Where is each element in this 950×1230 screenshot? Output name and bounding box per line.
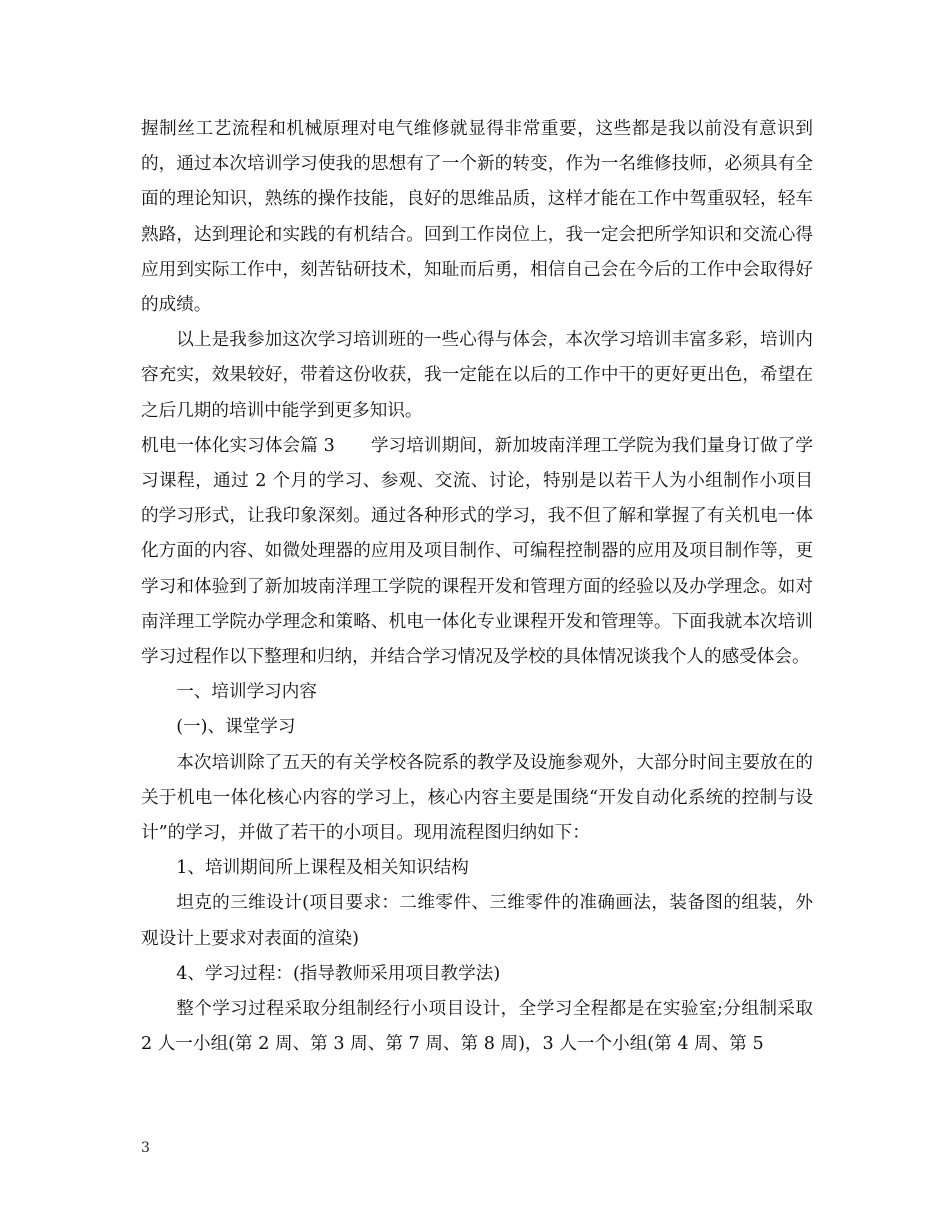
section-title: 机电一体化实习体会篇 3 <box>141 435 335 456</box>
paragraph-summary: 以上是我参加这次学习培训班的一些心得与体会，本次学习培训丰富多彩，培训内容充实，效果较好，带着这份收获，我一定能在以后的工作中干的更好更出色，希望在之后几期的培训中能学到更多知识。 <box>141 330 813 421</box>
section-3-body: 学习培训期间，新加坡南洋理工学院为我们量身订做了学习课程，通过 2 个月的学习、参观、交流、讨论，特别是以若干人为小组制作小项目的学习形式，让我印象深刻。通过各种形式的学习，我不但了解和掌握了有关机电一体化方面的内容、如微处理器的应用及项目制作、可编程控制器的应用及项目制作等，更学习和体验到了新加坡南洋理工学院的课程开发和管理方面的经验以及办学理念。如对南洋理工学院办学理念和策略、机电一体化专业课程开发和管理等。下面我就本次培训学习过程作以下整理和归纳，并结合学习情况及学校的具体情况谈我个人的感受体会。 <box>141 435 813 668</box>
page-number: 3 <box>141 1140 150 1156</box>
heading-training-content: 一、培训学习内容 <box>176 682 317 703</box>
document-body <box>141 112 813 1062</box>
paragraph-group-work: 整个学习过程采取分组制经行小项目设计，全学习全程都是在实验室;分组制采取 2 人一小组(第 2 周、第 3 周、第 7 周、第 8 周)，3 人一个小组(第 4 周、第 5 <box>141 999 813 1055</box>
paragraph-tank-design: 坦克的三维设计(项目要求：二维零件、三维零件的准确画法，装备图的组装，外观设计上要求对表面的渲染) <box>141 893 813 949</box>
heading-classroom-learning: (一)、课堂学习 <box>176 717 296 738</box>
paragraph-continuation: 握制丝工艺流程和机械原理对电气维修就显得非常重要，这些都是我以前没有意识到的，通过本次培训学习使我的思想有了一个新的转变，作为一名维修技师，必须具有全面的理论知识，熟练的操作技能，良好的思维品质，这样才能在工作中驾重驭轻，轻车熟路，达到理论和实践的有机结合。回到工作岗位上，我一定会把所学知识和交流心得应用到实际工作中，刻苦钻研技术，知耻而后勇，相信自己会在今后的工作中会取得好的成绩。 <box>141 119 813 316</box>
paragraph-section-3 <box>141 429 813 675</box>
paragraph-training-overview: 本次培训除了五天的有关学校各院系的教学及设施参观外，大部分时间主要放在的关于机电一体化核心内容的学习上，核心内容主要是围绕“开发自动化系统的控制与设计”的学习，并做了若干的小项目。现用流程图归纳如下： <box>141 752 813 844</box>
heading-learning-process: 4、学习过程：(指导教师采用项目教学法) <box>176 963 501 984</box>
heading-course-structure: 1、培训期间所上课程及相关知识结构 <box>176 858 469 879</box>
